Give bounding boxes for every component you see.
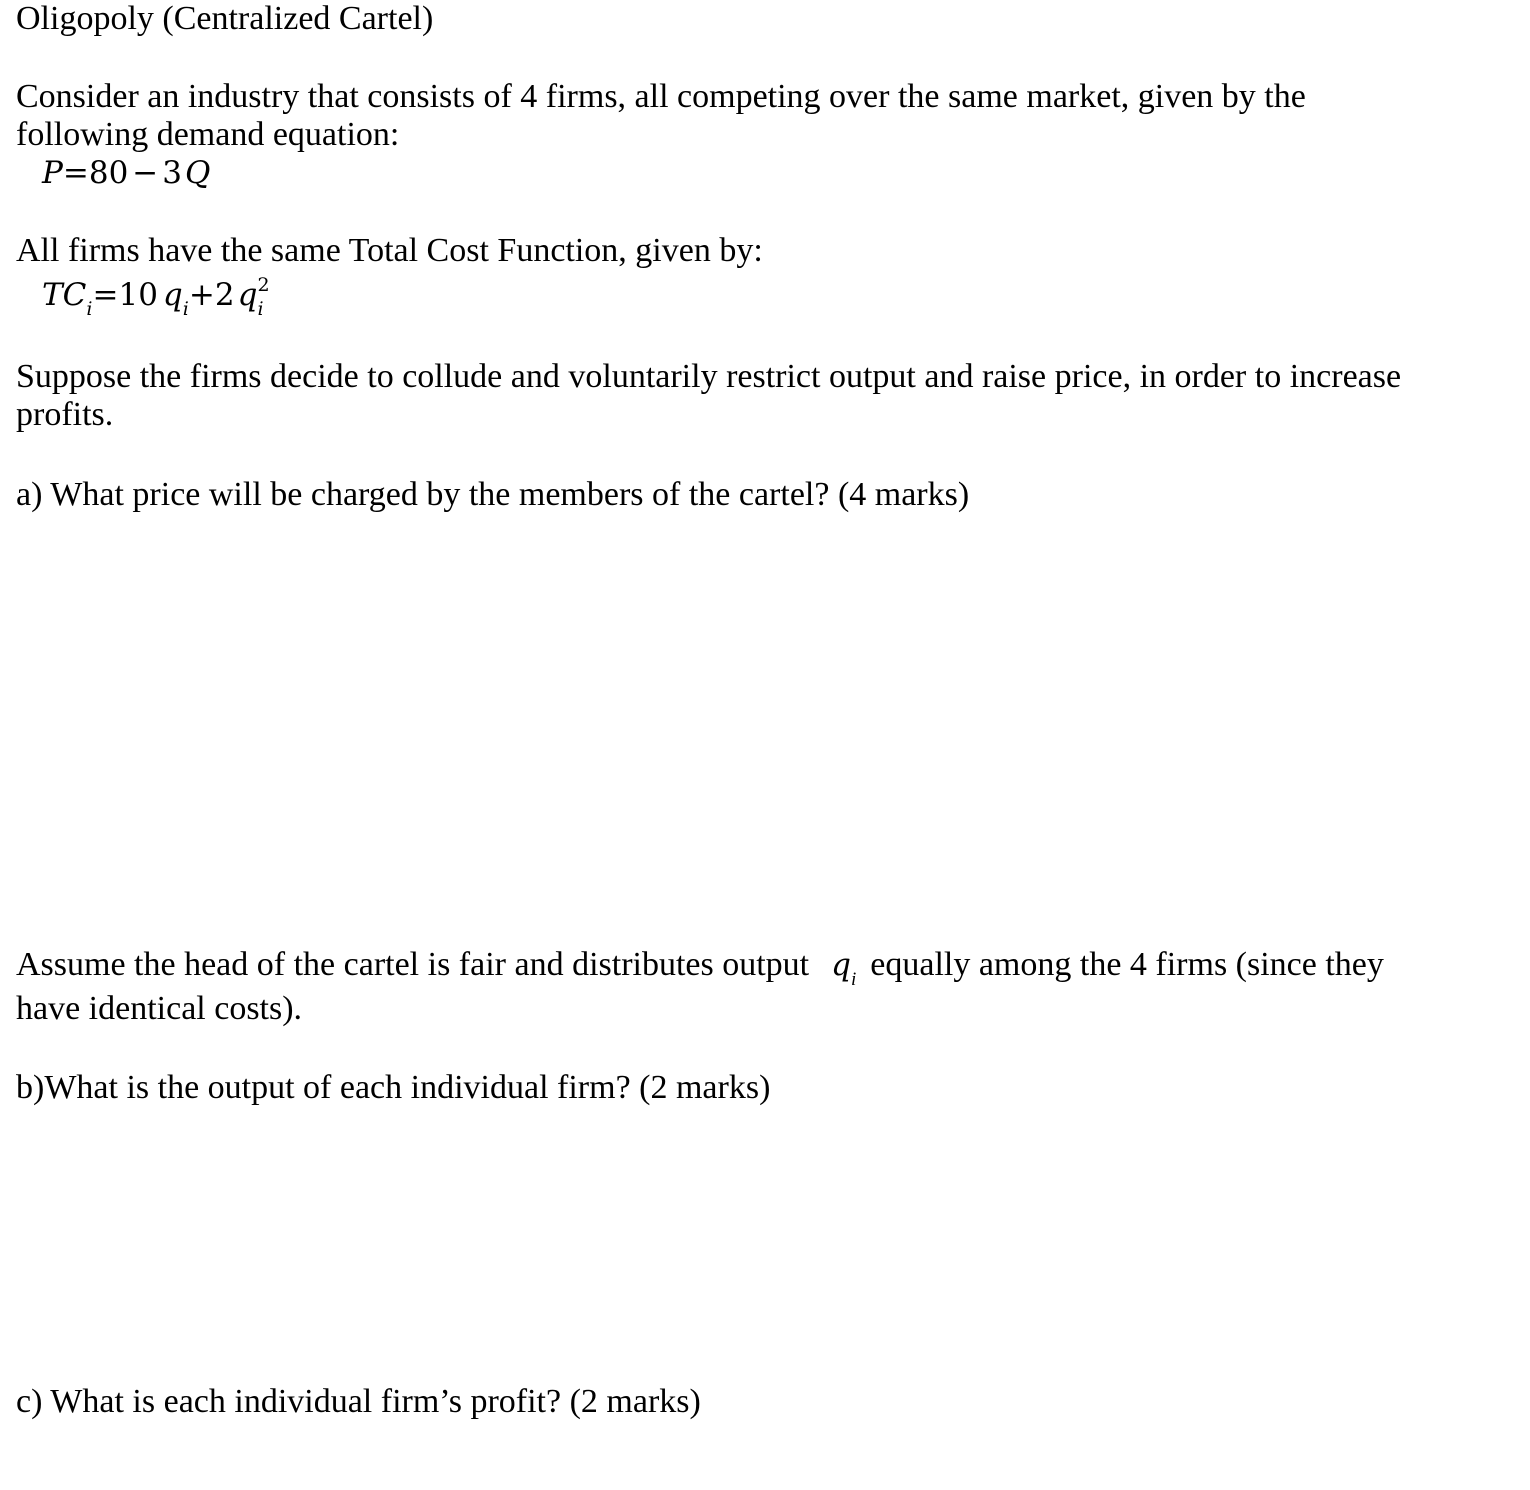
cost-intro: All firms have the same Total Cost Function, given by: <box>16 232 763 269</box>
assume-variable-subscript: i <box>850 969 857 990</box>
question-b: b)What is the output of each individual firm? (2 marks) <box>16 1069 771 1106</box>
cost-term1-coefficient: 10 <box>118 277 158 313</box>
cost-term2-coefficient: 2 <box>214 277 235 313</box>
demand-constant: 80 <box>88 155 129 191</box>
cost-term1-variable: q <box>162 277 183 313</box>
demand-coefficient: 3 <box>162 155 183 191</box>
cost-term2-superscript: 2 <box>257 274 270 296</box>
cost-lhs: TC <box>42 277 87 313</box>
demand-equation <box>42 154 210 192</box>
cost-eq-sign: = <box>92 277 119 313</box>
cost-term2-subscript: i <box>257 298 264 320</box>
intro-line-1: Consider an industry that consists of 4 firms, all competing over the same market, given by the <box>16 78 1306 115</box>
intro-line-2: following demand equation: <box>16 116 400 153</box>
assume-line-2: have identical costs). <box>16 990 303 1027</box>
cost-term2-scripts <box>257 274 271 320</box>
assume-variable: q <box>831 947 851 983</box>
cost-term2-variable: q <box>237 277 258 313</box>
collude-line-1: Suppose the firms decide to collude and voluntarily restrict output and raise price, in order to increase <box>16 358 1402 395</box>
cost-equation <box>42 276 271 318</box>
demand-minus: − <box>132 155 159 191</box>
assume-text-after: equally among the 4 firms (since they <box>870 946 1384 983</box>
demand-variable: Q <box>185 155 211 191</box>
question-a: a) What price will be charged by the members of the cartel? (4 marks) <box>16 476 970 513</box>
demand-eq-sign: = <box>62 155 89 191</box>
assume-text-before: Assume the head of the cartel is fair and distributes output <box>16 946 810 983</box>
collude-line-2: profits. <box>16 396 114 433</box>
assume-line-1 <box>16 946 1384 989</box>
demand-lhs: P <box>42 155 63 191</box>
cost-lhs-subscript: i <box>86 298 93 320</box>
cost-plus: + <box>188 277 215 313</box>
question-c: c) What is each individual firm’s profit? (2 marks) <box>16 1383 701 1420</box>
cost-term1-subscript: i <box>182 298 189 320</box>
document-title: Oligopoly (Centralized Cartel) <box>16 0 434 37</box>
